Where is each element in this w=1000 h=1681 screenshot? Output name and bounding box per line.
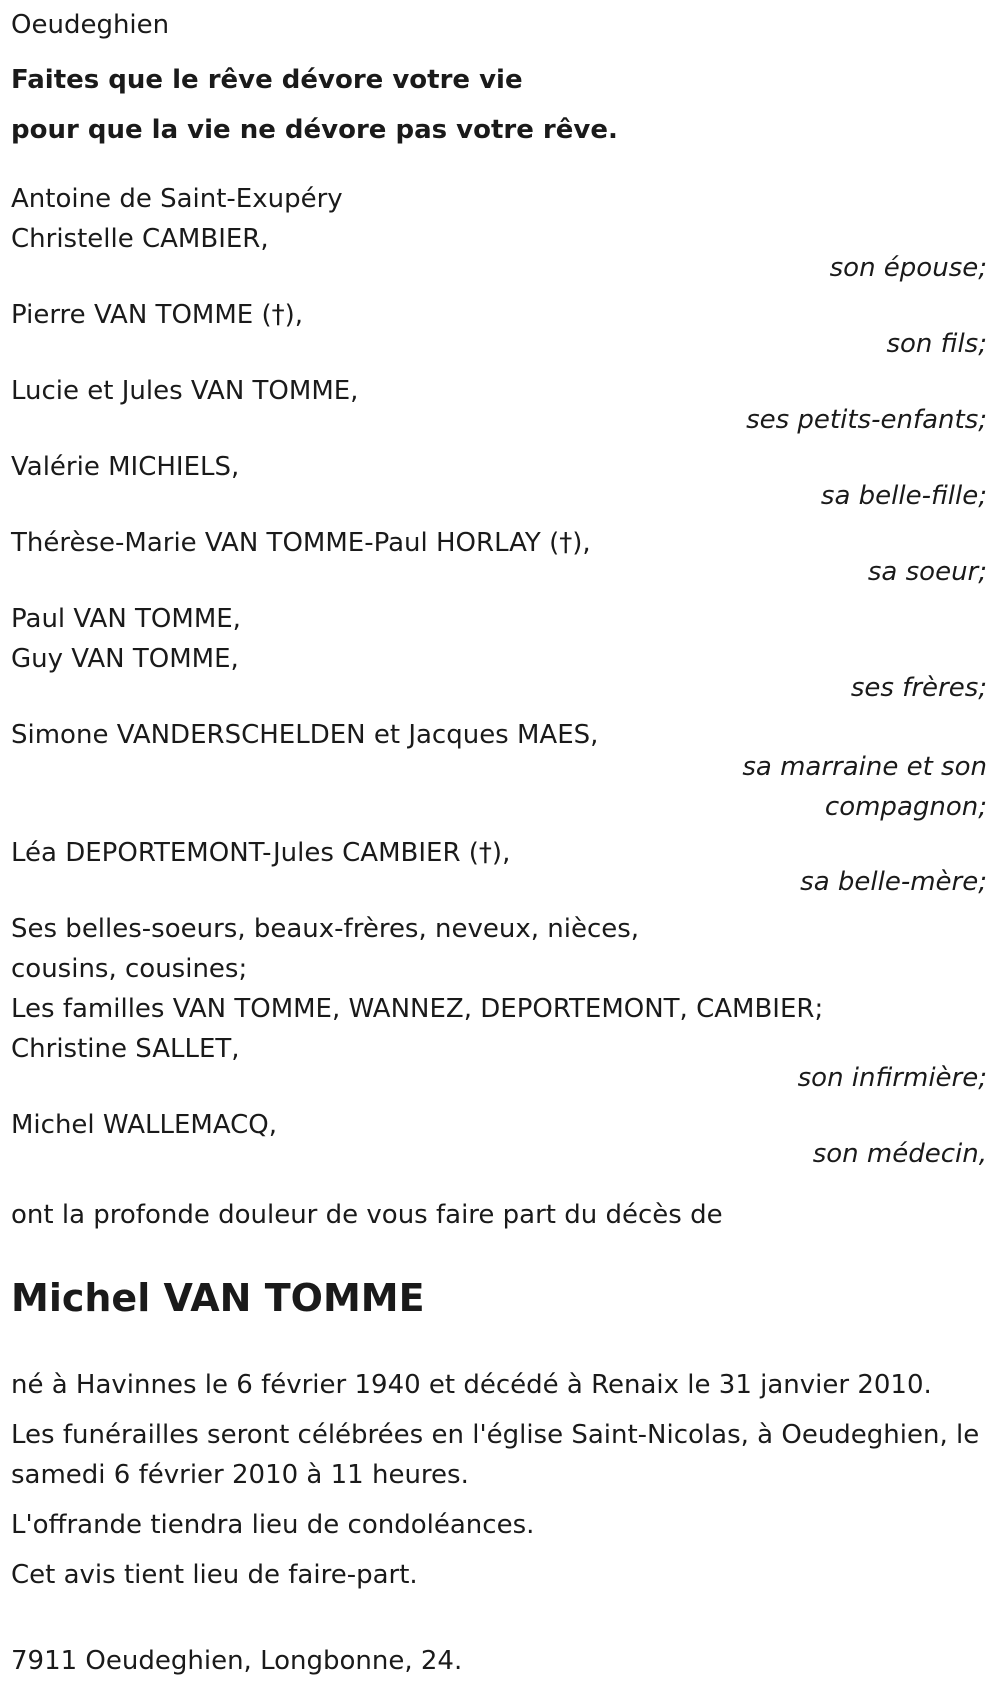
family-entry bbox=[11, 909, 987, 1093]
funeral-text: Les funérailles seront célébrées en l'église Saint-Nicolas, à Oeudeghien, le samedi 6 février 2010 à 11 heures. bbox=[11, 1420, 980, 1490]
notice-text: Cet avis tient lieu de faire-part. bbox=[11, 1560, 418, 1590]
family-name: Pierre VAN TOMME (†), bbox=[11, 300, 304, 330]
obituary-notice bbox=[11, 5, 987, 1681]
family-name: Christelle CAMBIER, bbox=[11, 224, 269, 254]
family-entry bbox=[11, 523, 987, 587]
offering-text: L'offrande tiendra lieu de condoléances. bbox=[11, 1510, 535, 1540]
quote-block bbox=[11, 55, 987, 155]
family-name: Lucie et Jules VAN TOMME, bbox=[11, 376, 359, 406]
family-name: Valérie MICHIELS, bbox=[11, 452, 240, 482]
family-entry bbox=[11, 371, 987, 435]
family-name: cousins, cousines; bbox=[11, 954, 248, 984]
family-name: Paul VAN TOMME, bbox=[11, 604, 241, 634]
family-relation bbox=[11, 747, 987, 827]
family-entry bbox=[11, 599, 987, 703]
family-relation: son médecin, bbox=[812, 1139, 987, 1169]
family-name: Guy VAN TOMME, bbox=[11, 644, 239, 674]
family-name: Léa DEPORTEMONT-Jules CAMBIER (†), bbox=[11, 838, 511, 868]
address: 7911 Oeudeghien, Longbonne, 24. bbox=[11, 1646, 463, 1676]
family-relation-line: compagnon; bbox=[824, 792, 987, 822]
family-entry bbox=[11, 219, 987, 283]
announcement-intro: ont la profonde douleur de vous faire part du décès de bbox=[11, 1200, 723, 1230]
family-entry bbox=[11, 715, 987, 827]
family-name: Michel WALLEMACQ, bbox=[11, 1110, 278, 1140]
quote-author: Antoine de Saint-Exupéry bbox=[11, 184, 343, 214]
family-relation: son infirmière; bbox=[797, 1063, 987, 1093]
birth-death-text: né à Havinnes le 6 février 1940 et décédé à Renaix le 31 janvier 2010. bbox=[11, 1370, 932, 1400]
quote-line-2: pour que la vie ne dévore pas votre rêve. bbox=[11, 115, 618, 145]
family-name: Ses belles-soeurs, beaux-frères, neveux, nièces, bbox=[11, 914, 640, 944]
locality: Oeudeghien bbox=[11, 10, 170, 40]
family-relation: son épouse; bbox=[829, 253, 987, 283]
family-name: Les familles VAN TOMME, WANNEZ, DEPORTEMONT, CAMBIER; bbox=[11, 994, 824, 1024]
family-entry bbox=[11, 447, 987, 511]
family-name: Christine SALLET, bbox=[11, 1034, 240, 1064]
family-relation: ses frères; bbox=[850, 673, 987, 703]
family-entry bbox=[11, 295, 987, 359]
family-relation: sa soeur; bbox=[867, 557, 987, 587]
quote-line-1: Faites que le rêve dévore votre vie bbox=[11, 65, 523, 95]
family-entry bbox=[11, 833, 987, 897]
family-relation: ses petits-enfants; bbox=[746, 405, 987, 435]
family-relation-line: sa marraine et son bbox=[742, 752, 987, 782]
family-list bbox=[11, 219, 987, 1169]
family-relation: son fils; bbox=[886, 329, 987, 359]
family-relation: sa belle-mère; bbox=[800, 867, 987, 897]
family-entry bbox=[11, 1105, 987, 1169]
deceased-name: Michel VAN TOMME bbox=[11, 1276, 425, 1320]
family-name: Simone VANDERSCHELDEN et Jacques MAES, bbox=[11, 720, 599, 750]
family-relation: sa belle-fille; bbox=[820, 481, 987, 511]
family-name: Thérèse-Marie VAN TOMME-Paul HORLAY (†), bbox=[11, 528, 591, 558]
